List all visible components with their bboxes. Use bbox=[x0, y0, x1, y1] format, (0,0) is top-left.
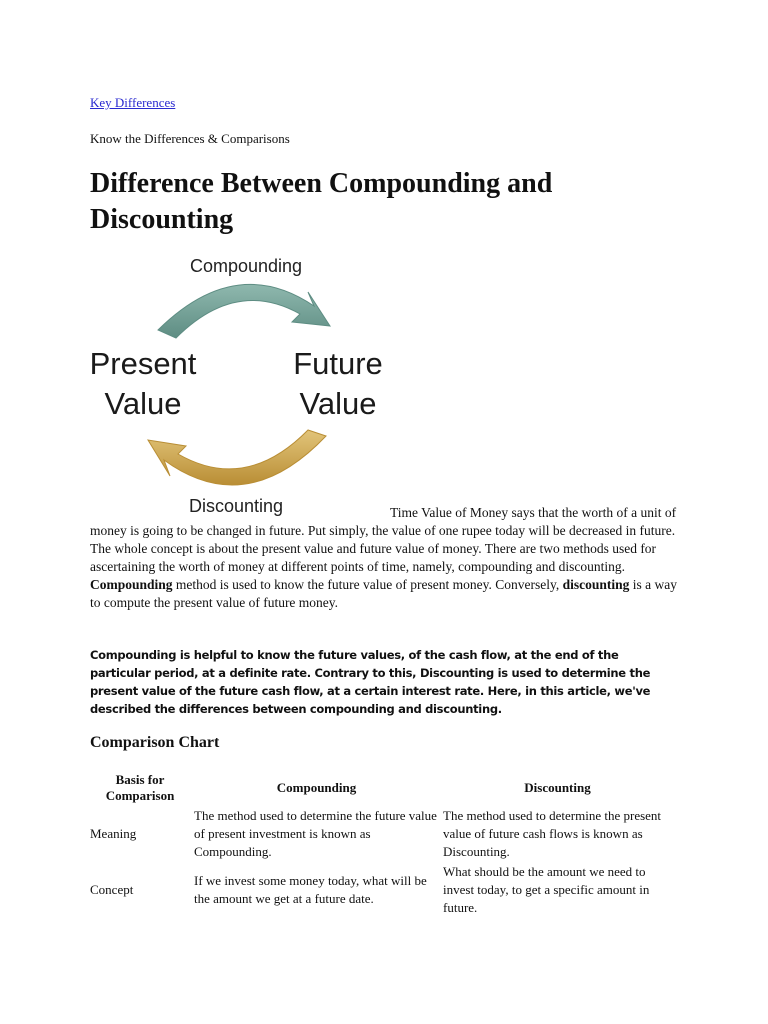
header-compounding: Compounding bbox=[276, 780, 357, 795]
intro-bold-compounding: Compounding bbox=[90, 577, 173, 592]
compounding-arrow bbox=[158, 284, 330, 338]
row-basis: Meaning bbox=[90, 826, 137, 841]
header-basis: Basis for Comparison bbox=[105, 772, 175, 803]
row-discounting: The method used to determine the present value of future cash flows is known as Discounting. bbox=[443, 808, 662, 859]
intro-text-1: Time Value of Money says that the worth of a unit of money is going to be changed in future. Put simply, the value of one rupee today will be decreased in future. The whole concept is about the present value and future value of money. There are two methods used for ascertaining the worth of money at different points of time, namely, compounding and discounting. bbox=[90, 505, 677, 574]
present-value-line1: Present bbox=[89, 346, 197, 381]
discounting-arrow bbox=[148, 430, 326, 485]
compounding-label: Compounding bbox=[189, 256, 303, 276]
compounding-discounting-diagram bbox=[86, 248, 396, 523]
comparison-chart-heading: Comparison Chart bbox=[90, 734, 220, 751]
present-value-line2: Value bbox=[104, 386, 182, 421]
intro-text-3: is a way to compute the present value of future money. bbox=[90, 577, 677, 610]
intro-text-2: method is used to know the future value of present money. Conversely, bbox=[172, 577, 563, 592]
intro-bold-discounting: discounting bbox=[562, 577, 630, 592]
future-value-line2: Value bbox=[299, 386, 377, 421]
comparison-table bbox=[88, 770, 674, 918]
discounting-label: Discounting bbox=[188, 496, 284, 516]
table-header-row bbox=[88, 770, 674, 806]
future-value-line1: Future bbox=[293, 346, 383, 381]
site-tagline: Know the Differences & Comparisons bbox=[90, 131, 290, 146]
row-basis: Concept bbox=[90, 882, 134, 897]
table-row bbox=[88, 806, 674, 862]
header-discounting: Discounting bbox=[524, 780, 591, 795]
intro-paragraph bbox=[90, 504, 680, 612]
row-discounting: What should be the amount we need to invest today, to get a specific amount in future. bbox=[443, 864, 650, 915]
row-compounding: If we invest some money today, what will be the amount we get at a future date. bbox=[194, 873, 427, 906]
row-compounding: The method used to determine the future value of present investment is known as Compounding. bbox=[194, 808, 437, 859]
table-row bbox=[88, 862, 674, 918]
summary-paragraph: Compounding is helpful to know the future values, of the cash flow, at the end of the particular period, at a definite rate. Contrary to this, Discounting is used to determine the present value of the future cash flow, at a certain interest rate. Here, in this article, we've described the differences between compounding and discounting. bbox=[90, 648, 651, 716]
page-title: Difference Between Compounding and Discounting bbox=[90, 168, 553, 235]
key-differences-link[interactable]: Key Differences bbox=[90, 95, 176, 110]
